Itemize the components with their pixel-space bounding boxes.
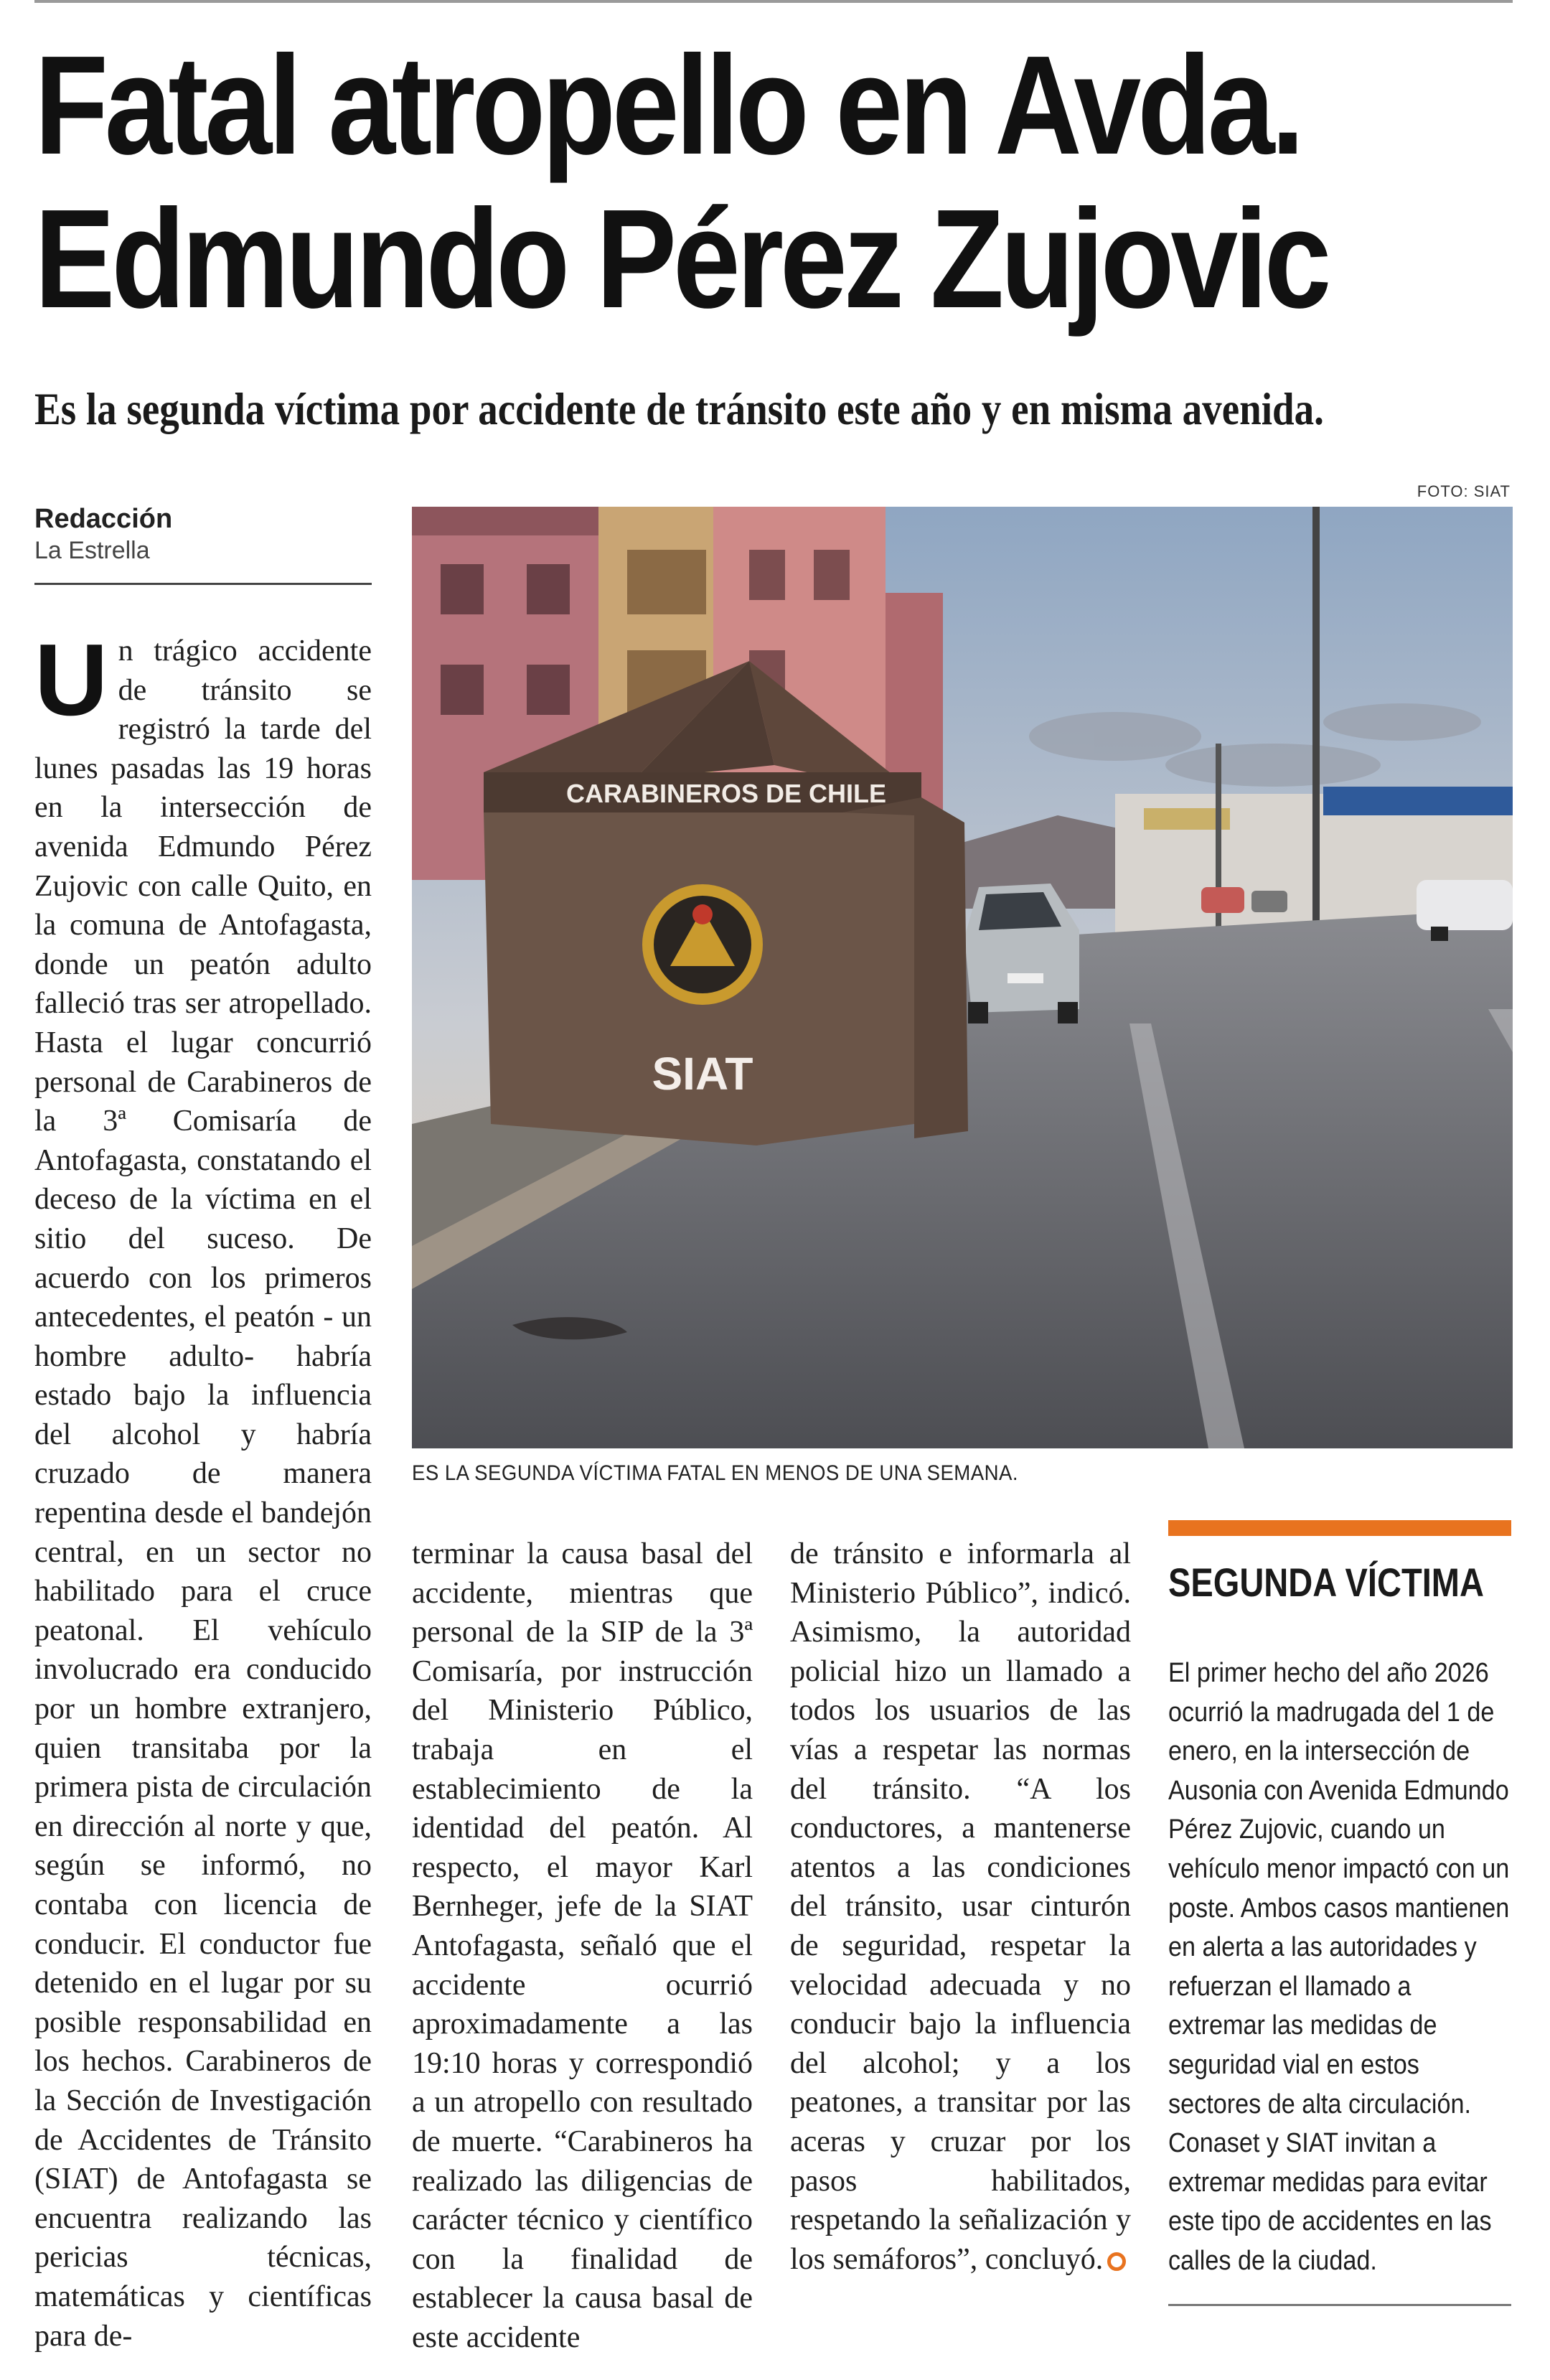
sidebar-text: El primer hecho del año 2026 ocurrió la madrugada del 1 de enero, en la intersección de Ausonia con Avenida Edmundo Pérez Zujovic, cuando un vehículo menor impactó con un poste. Ambos casos mantienen en alerta a las autoridades y refuerzan el llamado a extremar las medidas de seguridad vial en estos sectores de alta circulación. Conaset y SIAT invitan a extremar medidas para evitar este tipo de accidentes en las calles de la ciudad. — [1168, 1658, 1510, 2276]
drop-cap: U — [34, 623, 108, 737]
photo-caption: ES LA SEGUNDA VÍCTIMA FATAL EN MENOS DE UNA SEMANA. — [412, 1461, 1019, 1485]
sidebar-title: SEGUNDA VÍCTIMA — [1168, 1560, 1484, 1605]
sidebar-body — [1168, 1654, 1511, 2281]
article-subheadline: Es la segunda víctima por accidente de tránsito este año y en misma avenida. — [34, 383, 1324, 434]
column-1-text: n trágico accidente de tránsito se registró la tarde del lunes pasadas las 19 horas en la intersección de avenida Edmundo Pérez Zujovic con calle Quito, en la comuna de Antofagasta, donde un peatón adulto falleció tras ser atropellado. Hasta el lugar concurrió personal de Carabineros de la 3ª Comisaría de Antofagasta, constatando el deceso de la víctima en el sitio del suceso. De acuerdo con los primeros antecedentes, el peatón - un hombre adulto- habría estado bajo la influencia del alcohol y habría cruzado de manera repentina desde el bandejón central, en un sector no habilitado para el cruce peatonal. El vehículo involucrado era conducido por un hombre extranjero, quien transitaba por la primera pista de circulación en dirección al norte y que, según se informó, no contaba con licencia de conducir. El conductor fue detenido en el lugar por su posible responsabilidad en los hechos. Carabineros de la Sección de Investigación de Accidentes de Tránsito (SIAT) de Antofagasta se encuentra realizando las pericias técnicas, matemáticas y científicas para de- — [34, 634, 372, 2353]
article-body-column-3 — [790, 1535, 1131, 2279]
tent-siat-text: SIAT — [652, 1048, 753, 1100]
article-photo — [412, 507, 1513, 1448]
byline-outlet: La Estrella — [34, 537, 150, 564]
carabineros-emblem-icon — [642, 884, 763, 1005]
sidebar-bottom-rule — [1168, 2304, 1511, 2306]
sidebar-accent-bar — [1168, 1520, 1511, 1536]
article-headline — [34, 27, 1328, 337]
end-of-article-circle-icon — [1107, 2252, 1126, 2271]
column-3-text: de tránsito e informarla al Ministerio Público”, indicó. Asimismo, la autoridad policial hizo un llamado a todos los usuarios de las vías a respetar las normas del tránsito. “A los conductores, a mantenerse atentos a las condiciones del tránsito, usar cinturón de seguridad, respetar la velocidad adecuada y no conducir bajo la influencia del alcohol; y a los peatones, a transitar por las aceras y cruzar por los pasos habilitados, respetando la señalización y los semáforos”, concluyó. — [790, 1537, 1131, 2276]
photo-illustration — [412, 507, 1513, 1448]
tent-banner-text: CARABINEROS DE CHILE — [566, 779, 887, 808]
headline-line-2: Edmundo Pérez Zujovic — [34, 180, 1328, 337]
column-2-text: terminar la causa basal del accidente, mientras que personal de la SIP de la 3ª Comisaría, por instrucción del Ministerio Público, trabaja en el establecimiento de la identidad del peatón. Al respecto, el mayor Karl Bernheger, jefe de la SIAT Antofagasta, señaló que el accidente ocurrió aproximadamente a las 19:10 horas y correspondió a un atropello con resultado de muerte. “Carabineros ha realizado las diligencias de carácter técnico y científico con la finalidad de establecer la causa basal de este accidente — [412, 1537, 753, 2354]
article-body-column-1 — [34, 623, 372, 2356]
car — [964, 884, 1079, 1023]
photo-credit: FOTO: SIAT — [1417, 482, 1511, 500]
byline-author: Redacción — [34, 504, 173, 534]
byline — [34, 502, 172, 566]
top-rule — [34, 0, 1513, 3]
byline-rule — [34, 583, 372, 585]
headline-line-1: Fatal atropello en Avda. — [34, 27, 1302, 184]
article-body-column-2 — [412, 1535, 753, 2357]
